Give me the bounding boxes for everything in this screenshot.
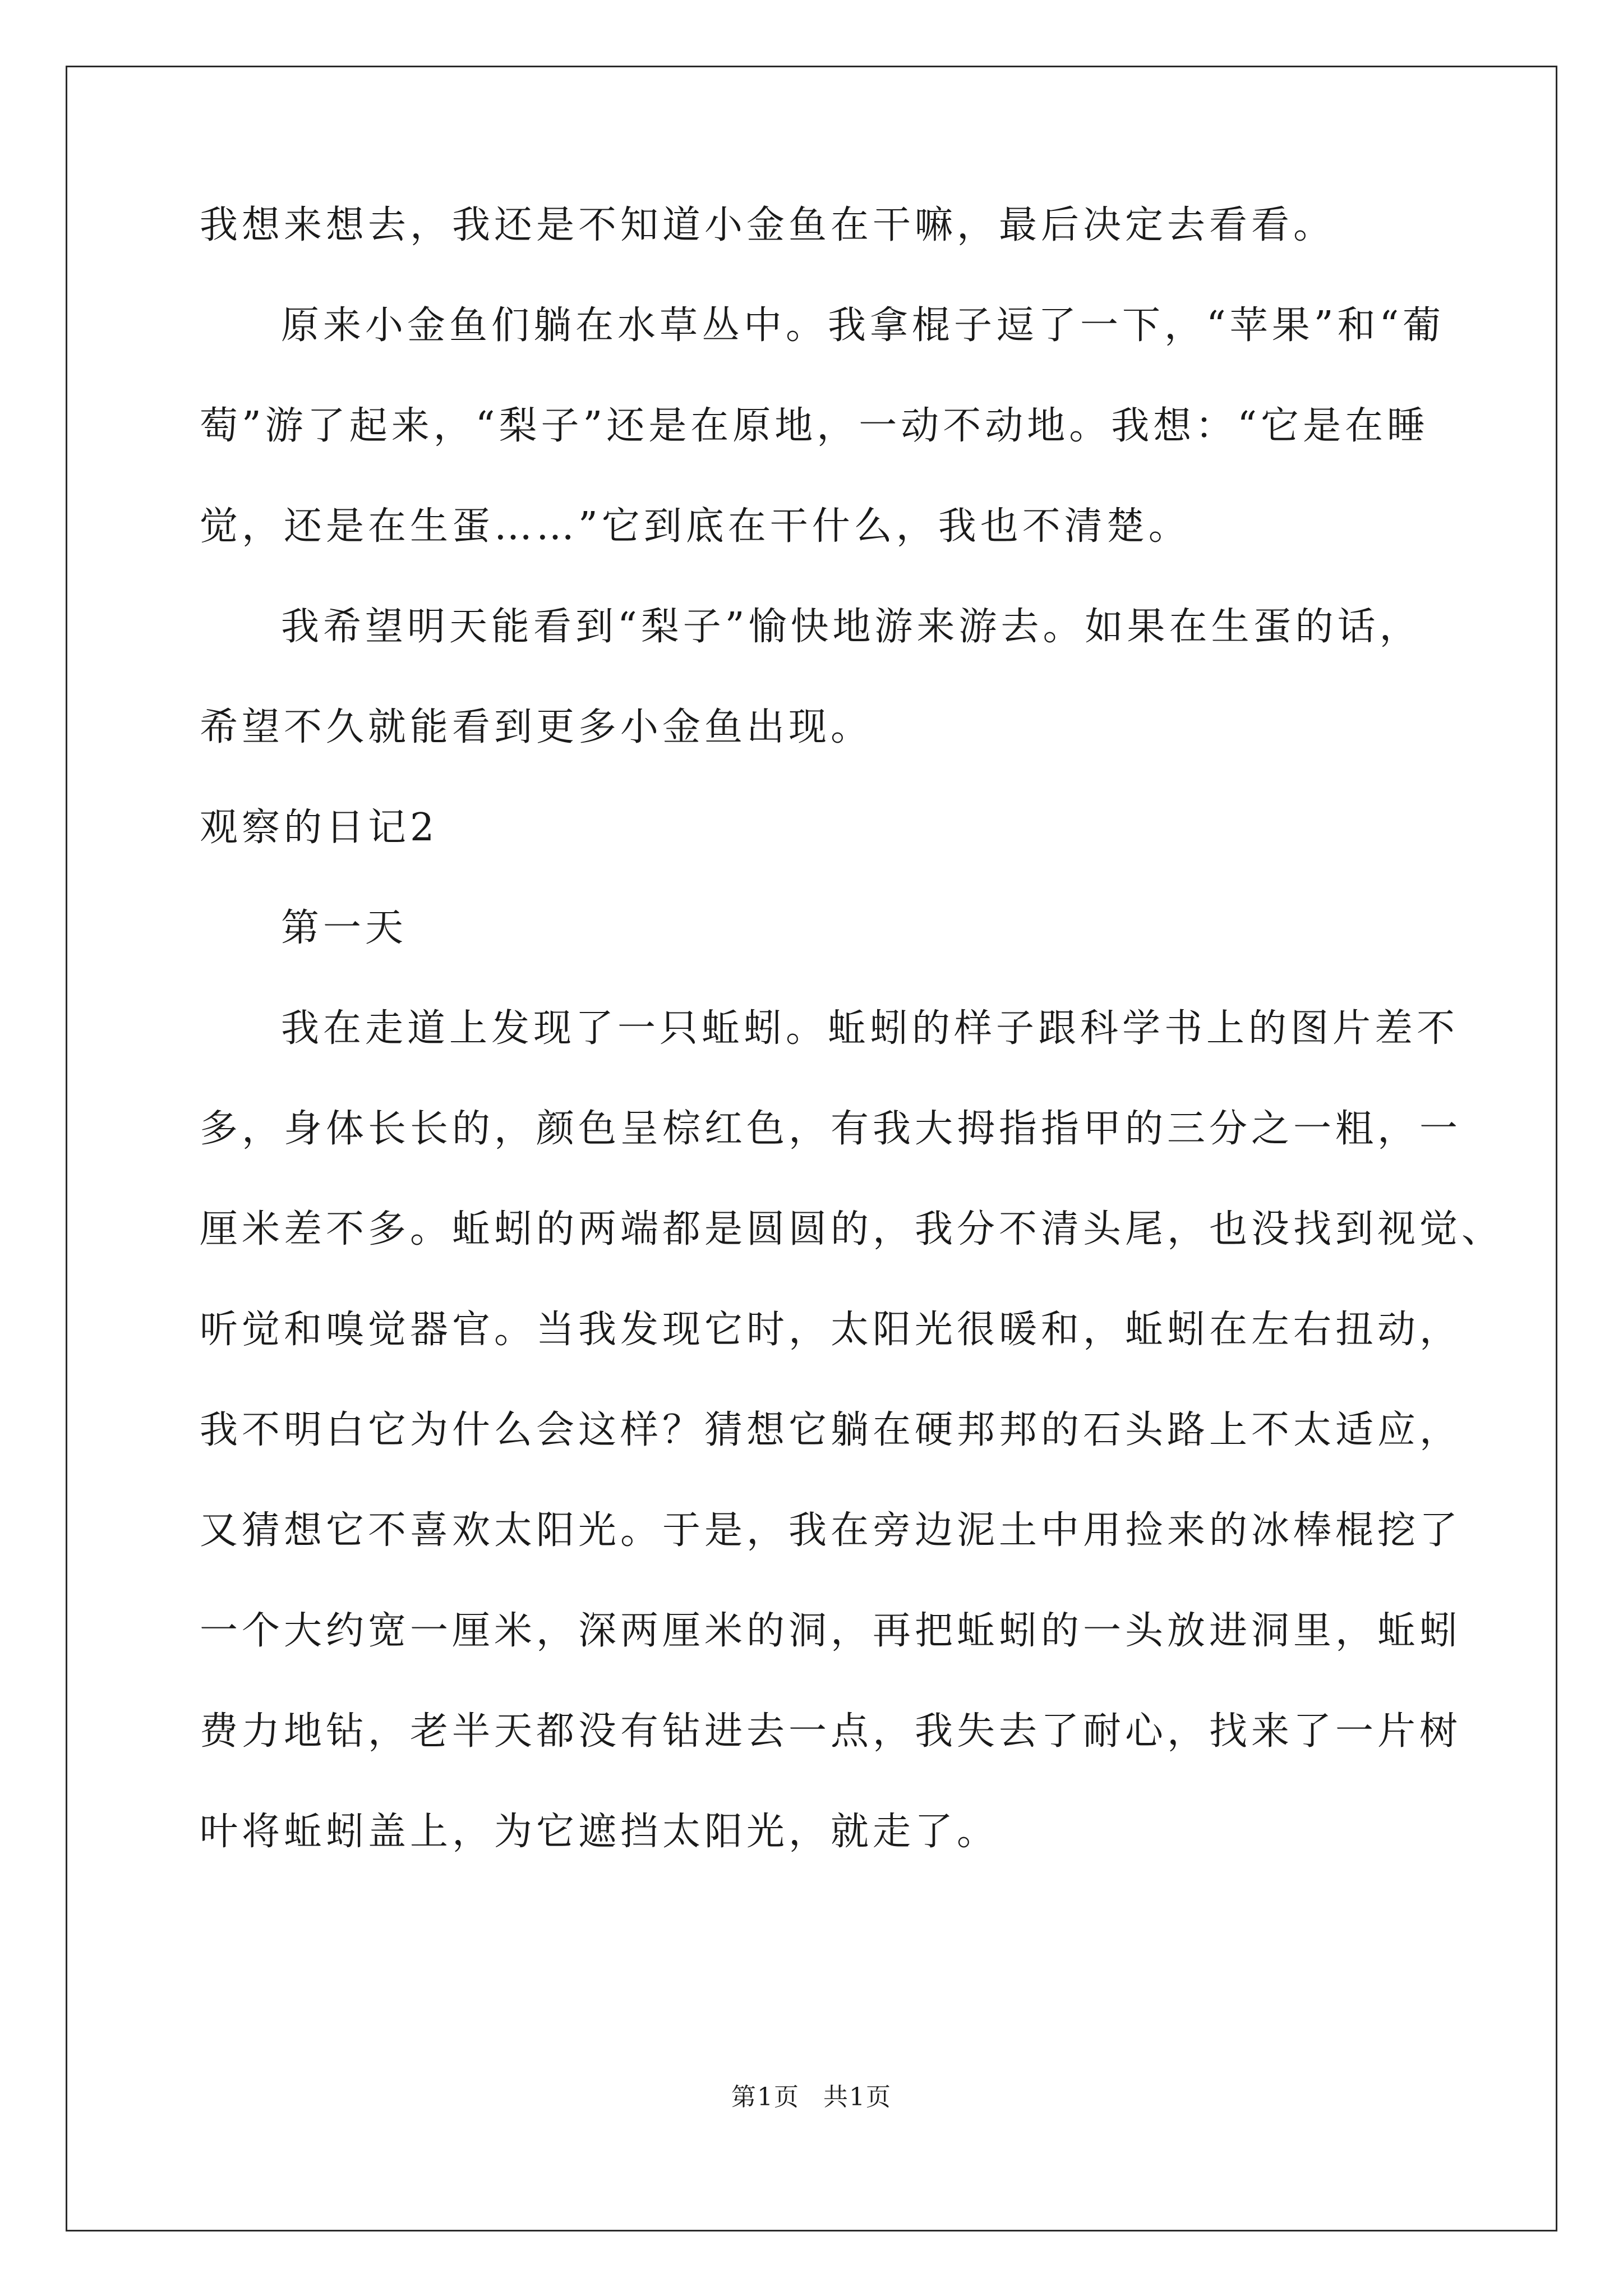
paragraph-line: 听觉和嗅觉器官。当我发现它时，太阳光很暖和，蚯蚓在左右扭动， [200,1308,1462,1352]
paragraph-line: 我不明白它为什么会这样？猜想它躺在硬邦邦的石头路上不太适应， [200,1408,1462,1452]
subheading: 第一天 [281,906,408,950]
paragraph-line: 原来小金鱼们躺在水草丛中。我拿棍子逗了一下，“苹果”和“葡 [281,303,1445,348]
page-total: 共1页 [823,2083,892,2111]
paragraph-line: 一个大约宽一厘米，深两厘米的洞，再把蚯蚓的一头放进洞里，蚯蚓 [200,1609,1462,1653]
paragraph-line: 叶将蚯蚓盖上，为它遮挡太阳光，就走了。 [200,1810,999,1854]
document-body [200,203,1504,1912]
paragraph-line: 觉，还是在生蛋……”它到底在干什么，我也不清楚。 [200,504,1191,549]
paragraph-line: 多，身体长长的，颜色呈棕红色，有我大拇指指甲的三分之一粗，一 [200,1107,1462,1151]
paragraph-line: 希望不久就能看到更多小金鱼出现。 [200,705,873,749]
paragraph-line: 厘米差不多。蚯蚓的两端都是圆圆的，我分不清头尾，也没找到视觉、 [200,1207,1504,1251]
paragraph-line: 费力地钻，老半天都没有钻进去一点，我失去了耐心，找来了一片树 [200,1709,1462,1754]
section-heading: 观察的日记2 [200,806,439,850]
paragraph-line: 我想来想去，我还是不知道小金鱼在干嘛，最后决定去看看。 [200,203,1336,247]
paragraph-line: 萄”游了起来，“梨子”还是在原地，一动不动地。我想：“它是在睡 [200,404,1430,448]
paragraph-line: 我希望明天能看到“梨子”愉快地游来游去。如果在生蛋的话， [281,605,1422,649]
page-number: 第1页 [731,2083,800,2111]
page-footer [0,2083,1623,2111]
paragraph-line: 又猜想它不喜欢太阳光。于是，我在旁边泥土中用捡来的冰棒棍挖了 [200,1508,1462,1553]
paragraph-line: 我在走道上发现了一只蚯蚓。蚯蚓的样子跟科学书上的图片差不 [281,1006,1459,1051]
